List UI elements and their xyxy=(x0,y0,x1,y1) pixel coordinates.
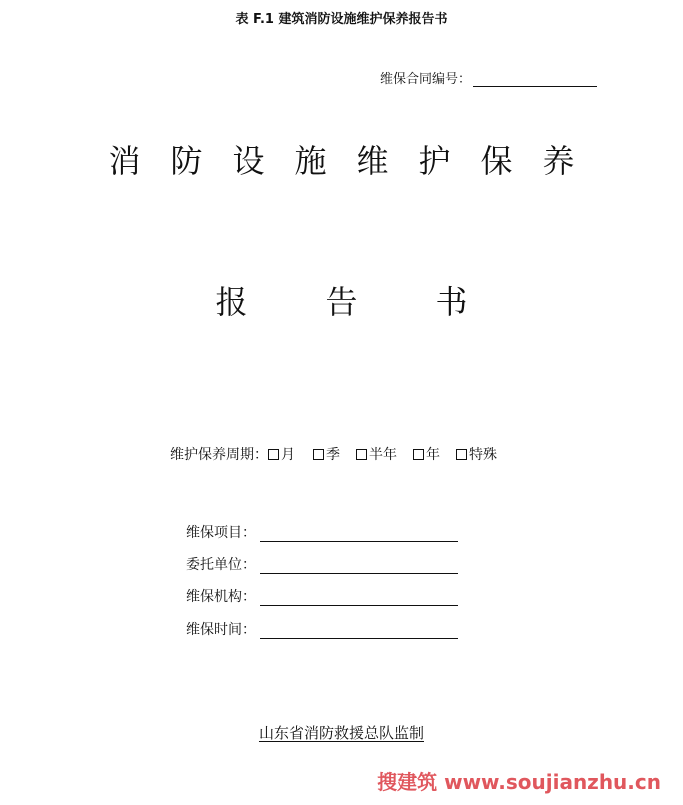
checkbox-icon[interactable] xyxy=(413,449,424,460)
cycle-option-half-year[interactable] xyxy=(356,444,397,464)
checkbox-icon[interactable] xyxy=(313,449,324,460)
supervision-text: 山东省消防救援总队监制 xyxy=(258,724,424,742)
cycle-option-label: 特殊 xyxy=(469,447,497,463)
checkbox-icon[interactable] xyxy=(456,449,467,460)
field-client-label: 委托单位： xyxy=(186,557,256,573)
report-title-line-1: 消防设施维护保养 xyxy=(108,142,605,180)
field-time-label: 维保时间： xyxy=(186,622,256,638)
contract-number-field[interactable] xyxy=(473,72,597,87)
table-caption: 表 F.1 建筑消防设施维护保养报告书 xyxy=(235,12,448,27)
checkbox-icon[interactable] xyxy=(356,449,367,460)
field-agency-input[interactable] xyxy=(260,589,458,606)
contract-number-label: 维保合同编号： xyxy=(380,72,472,87)
field-project-label: 维保项目： xyxy=(186,525,256,541)
field-client-input[interactable] xyxy=(260,557,458,574)
field-project-row xyxy=(186,522,458,542)
field-project-input[interactable] xyxy=(260,525,458,542)
maintenance-cycle-row xyxy=(170,444,497,464)
maintenance-cycle-label: 维护保养周期： xyxy=(170,447,268,463)
field-agency-row xyxy=(186,586,458,606)
field-agency-label: 维保机构： xyxy=(186,589,256,605)
field-time-input[interactable] xyxy=(260,622,458,639)
field-time-row xyxy=(186,619,458,639)
supervision-note xyxy=(0,722,683,743)
cycle-option-year[interactable] xyxy=(413,444,440,464)
field-client-row xyxy=(186,554,458,574)
contract-number-row xyxy=(380,68,597,87)
report-title-line-2: 报告书 xyxy=(215,283,546,321)
checkbox-icon[interactable] xyxy=(268,449,279,460)
watermark: 搜建筑 www.soujianzhu.cn xyxy=(377,770,661,794)
cycle-option-label: 季 xyxy=(326,447,340,463)
cycle-option-label: 年 xyxy=(426,447,440,463)
cycle-option-label: 半年 xyxy=(369,447,397,463)
cycle-option-label: 月 xyxy=(281,447,295,463)
cycle-option-month[interactable] xyxy=(268,444,295,464)
cycle-option-quarter[interactable] xyxy=(313,444,340,464)
cycle-option-special[interactable] xyxy=(456,444,497,464)
